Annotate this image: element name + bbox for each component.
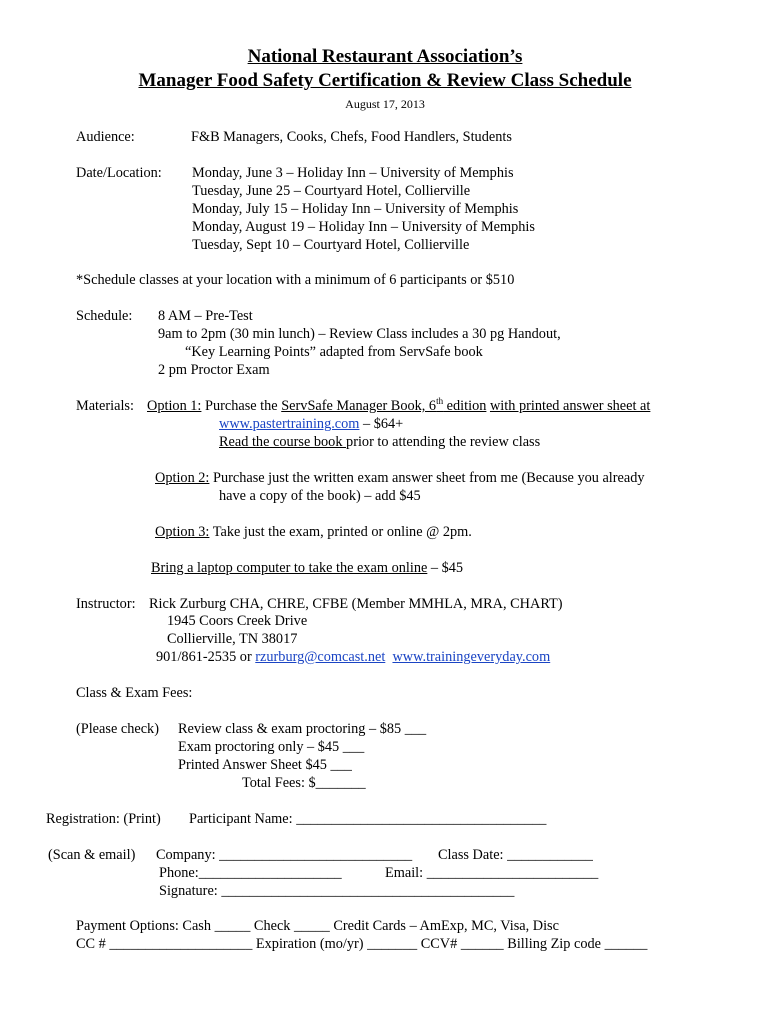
instructor-address-2: Collierville, TN 38017 [167, 631, 298, 647]
schedule-line: 9am to 2pm (30 min lunch) – Review Class includes a 30 pg Handout, [158, 326, 561, 342]
document-date: August 17, 2013 [345, 97, 425, 111]
participant-name-field[interactable]: Participant Name: ___________________________________ [189, 811, 547, 827]
date-location-item: Monday, August 19 – Holiday Inn – University of Memphis [192, 219, 535, 235]
fee-item-exam-proctoring[interactable]: Exam proctoring only – $45 ___ [178, 739, 365, 755]
date-location-item: Tuesday, Sept 10 – Courtyard Hotel, Collierville [192, 237, 470, 253]
instructor-address-1: 1945 Coors Creek Drive [167, 613, 308, 629]
schedule-label: Schedule: [76, 308, 133, 324]
audience-label: Audience: [76, 129, 135, 145]
signature-field[interactable]: Signature: _________________________________________ [159, 883, 515, 899]
total-fees-field[interactable]: Total Fees: $_______ [242, 775, 366, 791]
instructor-name: Rick Zurburg CHA, CHRE, CFBE (Member MMHLA, MRA, CHART) [149, 596, 563, 612]
option-2-line-2: have a copy of the book) – add $45 [219, 488, 421, 504]
email-field[interactable]: Email: ________________________ [385, 865, 599, 881]
edition-superscript: th [436, 396, 444, 407]
instructor-label: Instructor: [76, 596, 136, 612]
pastertraining-link[interactable]: www.pastertraining.com [219, 416, 360, 432]
phone-field[interactable]: Phone:____________________ [159, 865, 342, 881]
printed-answer-sheet: with printed answer sheet at [489, 398, 651, 414]
scan-email-label: (Scan & email) [48, 847, 136, 863]
instructor-contact [156, 648, 550, 666]
schedule-line: 2 pm Proctor Exam [158, 362, 270, 378]
option-1-read-line [219, 433, 540, 451]
laptop-price: – $45 [427, 560, 464, 576]
date-location-item: Monday, June 3 – Holiday Inn – University of Memphis [192, 165, 514, 181]
payment-options-line[interactable]: Payment Options: Cash _____ Check _____ Credit Cards – AmExp, MC, Visa, Disc [76, 918, 559, 934]
option-2-label: Option 2: [155, 470, 210, 486]
date-location-item: Tuesday, June 25 – Courtyard Hotel, Collierville [192, 183, 471, 199]
instructor-website-link[interactable]: www.trainingeveryday.com [392, 649, 551, 665]
option-1-link-line [219, 415, 403, 433]
company-field[interactable]: Company: ___________________________ [156, 847, 413, 863]
title-line-1: National Restaurant Association’s [247, 46, 523, 67]
fee-item-review-class[interactable]: Review class & exam proctoring – $85 ___ [178, 721, 427, 737]
instructor-phone: 901/861-2535 or [156, 649, 256, 665]
option-3-line [155, 523, 472, 541]
audience-value: F&B Managers, Cooks, Chefs, Food Handlers, Students [191, 129, 512, 145]
laptop-text: Bring a laptop computer to take the exam online [151, 560, 428, 576]
option-1-text: Purchase the [205, 398, 282, 414]
date-location-label: Date/Location: [76, 165, 162, 181]
option-2-line [155, 469, 645, 487]
servsafe-book-title: ServSafe Manager Book, 6th edition [281, 396, 487, 414]
read-course-rest: prior to attending the review class [346, 434, 541, 450]
schedule-note: *Schedule classes at your location with a minimum of 6 participants or $510 [76, 272, 515, 288]
materials-label: Materials: [76, 398, 134, 414]
option-2-text: Purchase just the written exam answer sheet from me (Because you already [209, 470, 645, 486]
option-3-label: Option 3: [155, 524, 210, 540]
date-location-item: Monday, July 15 – Holiday Inn – University of Memphis [192, 201, 519, 217]
option-1-label: Option 1: [147, 398, 202, 414]
credit-card-line[interactable]: CC # ____________________ Expiration (mo/yr) _______ CCV# ______ Billing Zip code ______ [76, 936, 648, 952]
schedule-line: 8 AM – Pre-Test [158, 308, 253, 324]
option-3-text: Take just the exam, printed or online @ 2pm. [209, 524, 472, 540]
instructor-email-link[interactable]: rzurburg@comcast.net [255, 649, 386, 665]
registration-label: Registration: (Print) [46, 811, 161, 827]
please-check-label: (Please check) [76, 721, 159, 737]
class-date-field[interactable]: Class Date: ____________ [438, 847, 593, 863]
fees-heading: Class & Exam Fees: [76, 685, 193, 701]
title-line-2: Manager Food Safety Certification & Review Class Schedule [138, 70, 632, 91]
option-1-price: – $64+ [359, 416, 404, 432]
option-1-line [147, 397, 650, 415]
fee-item-answer-sheet[interactable]: Printed Answer Sheet $45 ___ [178, 757, 352, 773]
read-course-book: Read the course book [219, 434, 347, 450]
laptop-line [151, 559, 463, 577]
schedule-line: “Key Learning Points” adapted from ServSafe book [185, 344, 483, 360]
